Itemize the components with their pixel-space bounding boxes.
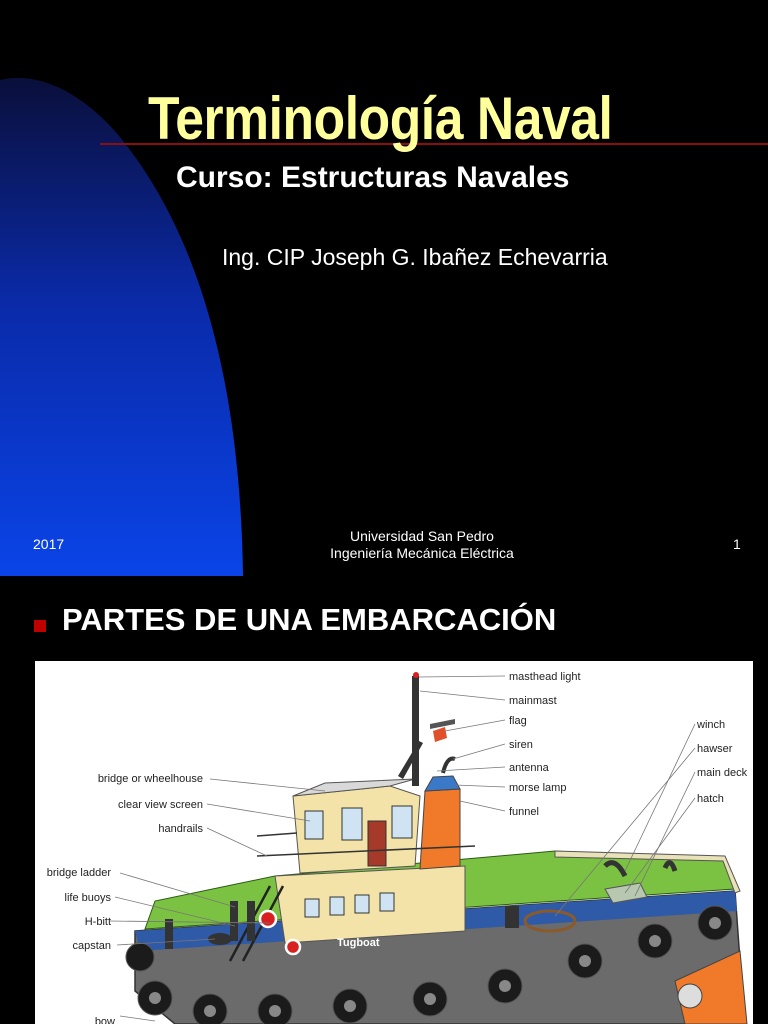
content-slide: [0, 576, 768, 1024]
tugboat-diagram: [35, 661, 753, 1024]
hull-name: Tugboat: [337, 937, 380, 949]
slide-author: Ing. CIP Joseph G. Ibañez Echevarria: [222, 244, 608, 270]
label-masthead-light: masthead light: [509, 671, 581, 683]
label-hawser: hawser: [697, 743, 733, 755]
footer-year: 2017: [33, 536, 65, 552]
footer-institution-line1: Universidad San Pedro: [350, 528, 494, 544]
label-life-buoys: life buoys: [64, 892, 111, 904]
label-bridge-wheelhouse: bridge or wheelhouse: [97, 773, 203, 785]
label-hatch: hatch: [697, 793, 724, 805]
footer-institution-line2: Ingeniería Mecánica Eléctrica: [330, 545, 514, 561]
label-mainmast: mainmast: [509, 695, 557, 707]
label-funnel: funnel: [509, 806, 539, 818]
label-h-bitt: H-bitt: [84, 916, 111, 928]
heading-bullet: [34, 620, 46, 632]
label-handrails: handrails: [158, 823, 203, 835]
label-winch: winch: [697, 719, 726, 731]
footer-page-number: 1: [733, 536, 741, 552]
label-morse-lamp: morse lamp: [509, 782, 567, 794]
label-main-deck: main deck: [697, 767, 748, 779]
label-antenna: antenna: [509, 762, 549, 774]
label-bow: bow: [94, 1016, 115, 1024]
label-capstan: capstan: [72, 940, 111, 952]
footer-institution: [300, 528, 544, 562]
slide-heading: PARTES DE UNA EMBARCACIÓN: [62, 602, 557, 637]
slide-subtitle: Curso: Estructuras Navales: [176, 161, 570, 194]
slide-title: Terminología Naval: [148, 85, 613, 152]
label-flag: flag: [509, 715, 527, 727]
tugboat-illustration: [35, 661, 753, 1024]
label-siren: siren: [509, 739, 533, 751]
label-clear-view-screen: clear view screen: [118, 799, 203, 811]
label-bridge-ladder: bridge ladder: [46, 867, 111, 879]
